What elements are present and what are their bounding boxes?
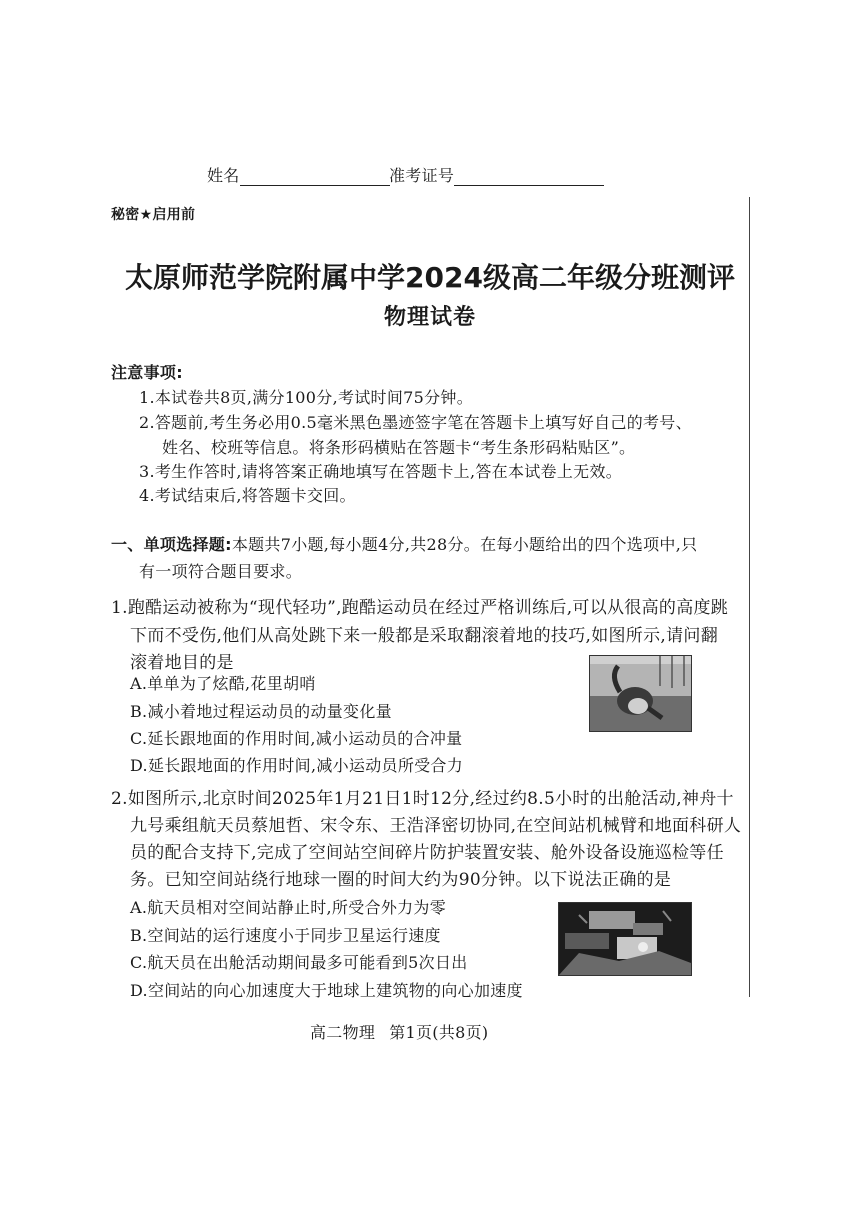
- notice-item: 1.本试卷共8页,满分100分,考试时间75分钟。: [139, 388, 474, 407]
- section-title: 一、单项选择题:: [111, 535, 232, 554]
- q2-option-b: B.空间站的运行速度小于同步卫星运行速度: [130, 926, 441, 945]
- section-desc: 本题共7小题,每小题4分,共28分。在每小题给出的四个选项中,只: [231, 535, 698, 554]
- notice-item: 姓名、校班等信息。将条形码横贴在答题卡“考生条形码粘贴区”。: [162, 438, 636, 457]
- q2-stem: 九号乘组航天员蔡旭哲、宋令东、王浩泽密切协同,在空间站机械臂和地面科研人: [130, 816, 742, 836]
- q1-stem: 滚着地目的是: [130, 653, 234, 673]
- exam-id-label: 准考证号: [389, 166, 455, 185]
- section-desc-cont: 有一项符合题目要求。: [139, 562, 303, 581]
- section-heading: [111, 532, 697, 555]
- q1-option-a: A.单单为了炫酷,花里胡哨: [130, 674, 316, 693]
- parkour-photo: [589, 655, 692, 732]
- exam-id-blank: [454, 169, 604, 186]
- q1-stem: 下而不受伤,他们从高处跳下来一般都是采取翻滚着地的技巧,如图所示,请问翻: [130, 626, 719, 646]
- name-blank: [240, 169, 390, 186]
- page-title: 太原师范学院附属中学2024级高二年级分班测评: [125, 261, 735, 294]
- secret-label: 秘密★启用前: [111, 207, 196, 223]
- q2-stem: 员的配合支持下,完成了空间站空间碎片防护装置安装、舱外设备设施巡检等任: [130, 843, 724, 863]
- name-label: 姓名: [207, 166, 240, 185]
- spacewalk-photo: [558, 902, 692, 976]
- notice-heading: 注意事项:: [111, 363, 183, 382]
- q2-option-c: C.航天员在出舱活动期间最多可能看到5次日出: [130, 953, 468, 972]
- q1-option-d: D.延长跟地面的作用时间,减小运动员所受合力: [130, 756, 464, 775]
- page-subtitle: 物理试卷: [383, 305, 476, 330]
- notice-item: 3.考生作答时,请将答案正确地填写在答题卡上,答在本试卷上无效。: [139, 462, 623, 481]
- footer-page: 第1页(共8页): [389, 1023, 489, 1042]
- q2-option-a: A.航天员相对空间站静止时,所受合外力为零: [130, 898, 447, 917]
- page-footer: [310, 1020, 488, 1043]
- notice-item: 4.考试结束后,将答题卡交回。: [139, 486, 356, 505]
- q2-option-d: D.空间站的向心加速度大于地球上建筑物的向心加速度: [130, 981, 523, 1000]
- name-field: [207, 163, 390, 186]
- q1-option-b: B.减小着地过程运动员的动量变化量: [130, 702, 392, 721]
- q2-stem: 2.如图所示,北京时间2025年1月21日1时12分,经过约8.5小时的出舱活动,神舟十: [111, 789, 734, 809]
- spacewalk-image: [559, 903, 691, 975]
- q1-stem: 1.跑酷运动被称为“现代轻功”,跑酷运动员在经过严格训练后,可以从很高的高度跳: [111, 598, 729, 618]
- q2-stem: 务。已知空间站绕行地球一圈的时间大约为90分钟。以下说法正确的是: [130, 870, 672, 890]
- exam-id-field: [389, 163, 604, 186]
- notice-item: 2.答题前,考生务必用0.5毫米黑色墨迹签字笔在答题卡上填写好自己的考号、: [139, 413, 692, 432]
- q1-option-c: C.延长跟地面的作用时间,减小运动员的合冲量: [130, 729, 463, 748]
- parkour-image: [590, 656, 691, 731]
- footer-subject: 高二物理: [310, 1023, 376, 1042]
